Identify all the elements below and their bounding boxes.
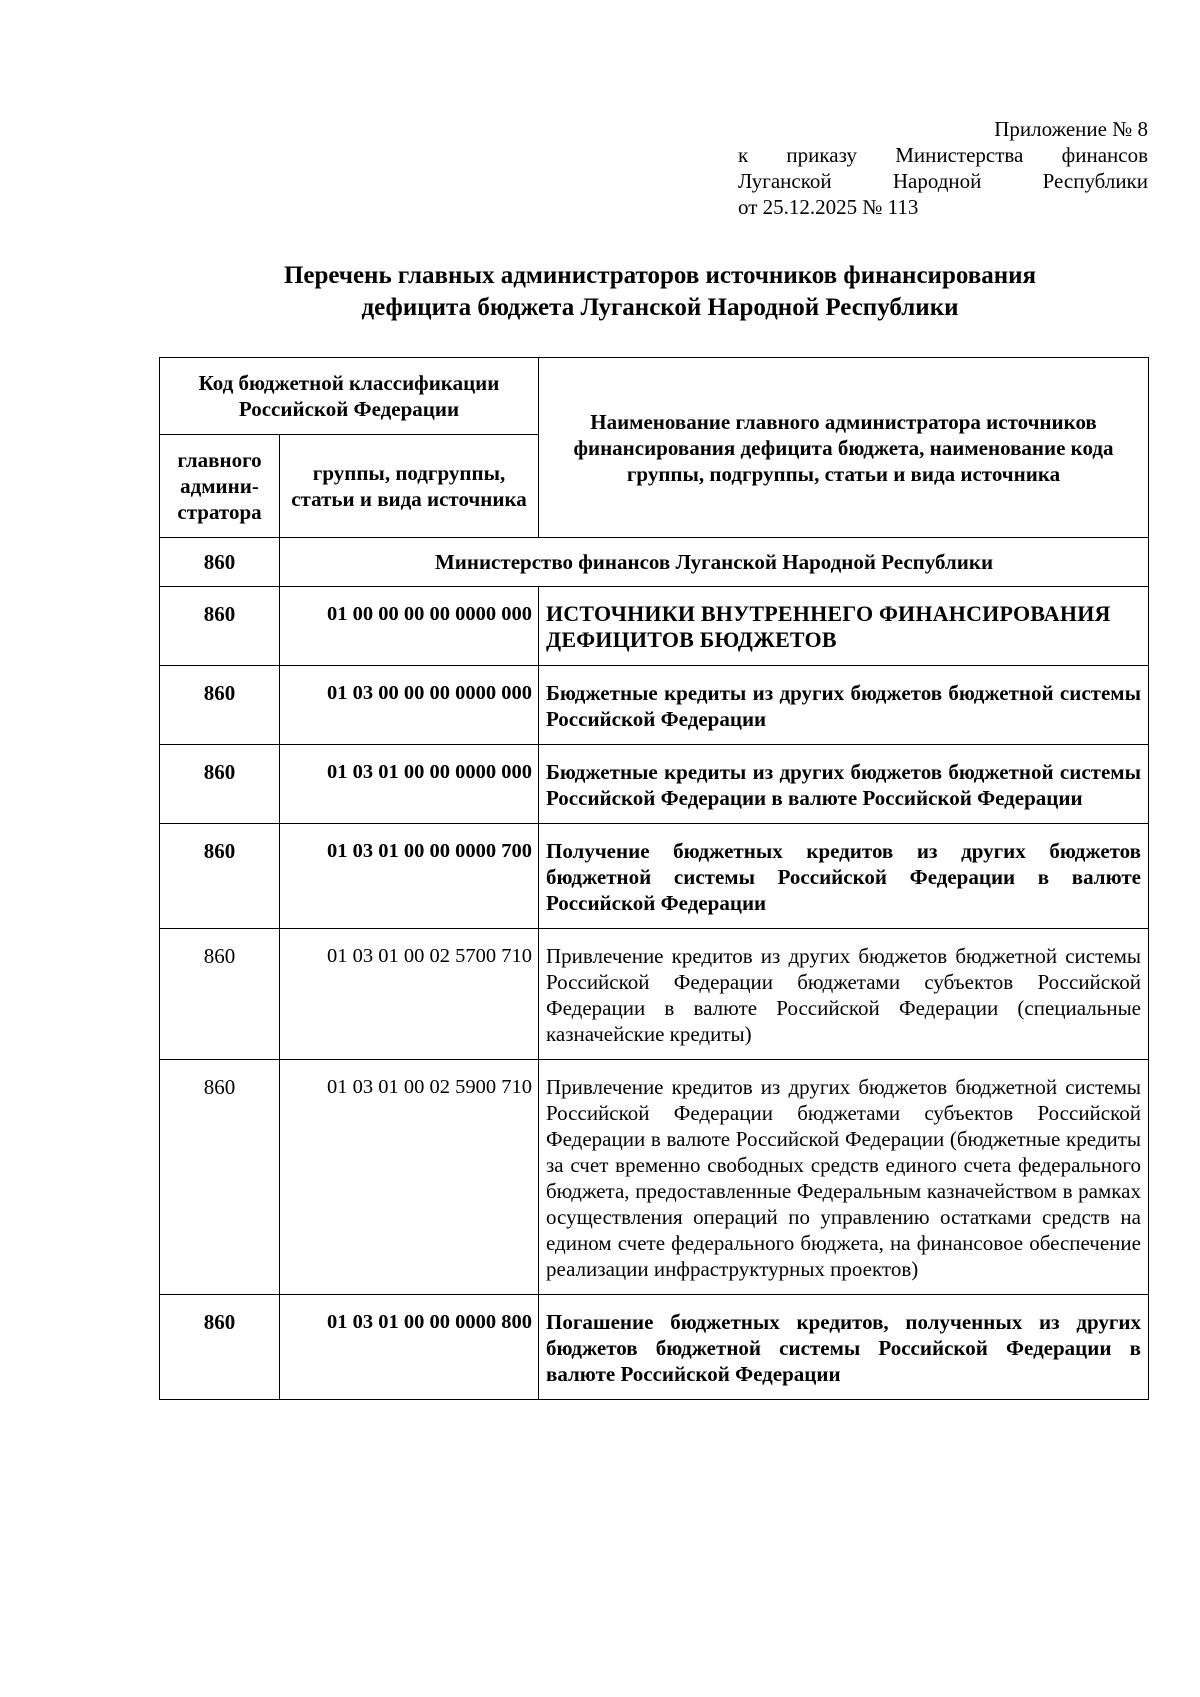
row-source-code: 01 03 01 00 00 0000 000 bbox=[280, 745, 539, 824]
appendix-republic: Луганской Народной Республики bbox=[738, 169, 1148, 193]
row-admin-code: 860 bbox=[160, 929, 280, 1060]
document-title bbox=[160, 260, 1160, 324]
row-admin-code: 860 bbox=[160, 1060, 280, 1295]
row-admin-code: 860 bbox=[160, 745, 280, 824]
row-source-code: 01 03 01 00 00 0000 800 bbox=[280, 1295, 539, 1400]
appendix-order-ref: к приказу Министерства финансов bbox=[738, 143, 1148, 167]
administrators-table bbox=[159, 357, 1149, 1400]
row-name: Привлечение кредитов из других бюджетов бюджетной системы Российской Федерации бюджетами субъектов Российской Федерации в валюте Российской Федерации (бюджетные кредиты за счет временно свободных средств единого счета федерального бюджета, предоставленные Федеральным казначейством в рамках осуществления операций по управлению остатками средств на едином счете федерального бюджета, на финансовое обеспечение реализации инфраструктурных проектов) bbox=[539, 1060, 1149, 1295]
header-name: Наименование главного администратора источников финансирования дефицита бюджета, наименование кода группы, подгруппы, статьи и вида источника bbox=[539, 358, 1149, 538]
row-source-code: 01 03 01 00 02 5900 710 bbox=[280, 1060, 539, 1295]
row-name: Привлечение кредитов из других бюджетов бюджетной системы Российской Федерации бюджетами субъектов Российской Федерации в валюте Российской Федерации (специальные казначейские кредиты) bbox=[539, 929, 1149, 1060]
row-name: Погашение бюджетных кредитов, полученных из других бюджетов бюджетной системы Российской Федерации в валюте Российской Федерации bbox=[539, 1295, 1149, 1400]
table-row bbox=[160, 587, 1149, 666]
row-admin-code: 860 bbox=[160, 1295, 280, 1400]
row-admin-code: 860 bbox=[160, 824, 280, 929]
row-admin-code: 860 bbox=[160, 666, 280, 745]
table-row bbox=[160, 929, 1149, 1060]
row-source-code: 01 03 01 00 00 0000 700 bbox=[280, 824, 539, 929]
ministry-name: Министерство финансов Луганской Народной Республики bbox=[280, 538, 1149, 587]
header-budget-classification: Код бюджетной классификации Российской Федерации bbox=[160, 358, 539, 435]
table-header-row-1 bbox=[160, 358, 1149, 435]
appendix-number: Приложение № 8 bbox=[994, 117, 1148, 141]
row-source-code: 01 00 00 00 00 0000 000 bbox=[280, 587, 539, 666]
header-admin-code: главного админи-стратора bbox=[160, 435, 280, 538]
row-name: Получение бюджетных кредитов из других бюджетов бюджетной системы Российской Федерации в валюте Российской Федерации bbox=[539, 824, 1149, 929]
appendix-block bbox=[738, 116, 1148, 220]
ministry-row bbox=[160, 538, 1149, 587]
row-source-code: 01 03 00 00 00 0000 000 bbox=[280, 666, 539, 745]
appendix-date: от 25.12.2025 № 113 bbox=[738, 195, 919, 219]
row-source-code: 01 03 01 00 02 5700 710 bbox=[280, 929, 539, 1060]
table-row bbox=[160, 745, 1149, 824]
table-row bbox=[160, 1060, 1149, 1295]
table-row bbox=[160, 666, 1149, 745]
ministry-admin-code: 860 bbox=[160, 538, 280, 587]
table-row bbox=[160, 824, 1149, 929]
row-name: Бюджетные кредиты из других бюджетов бюджетной системы Российской Федерации bbox=[539, 666, 1149, 745]
table-row bbox=[160, 1295, 1149, 1400]
document-title-line-1: Перечень главных администраторов источников финансирования bbox=[283, 262, 1037, 289]
row-name: Бюджетные кредиты из других бюджетов бюджетной системы Российской Федерации в валюте Российской Федерации bbox=[539, 745, 1149, 824]
row-admin-code: 860 bbox=[160, 587, 280, 666]
document-title-line-2: дефицита бюджета Луганской Народной Республики bbox=[361, 294, 959, 321]
header-source-code: группы, подгруппы, статьи и вида источника bbox=[280, 435, 539, 538]
row-name: ИСТОЧНИКИ ВНУТРЕННЕГО ФИНАНСИРОВАНИЯ ДЕФИЦИТОВ БЮДЖЕТОВ bbox=[539, 587, 1149, 666]
